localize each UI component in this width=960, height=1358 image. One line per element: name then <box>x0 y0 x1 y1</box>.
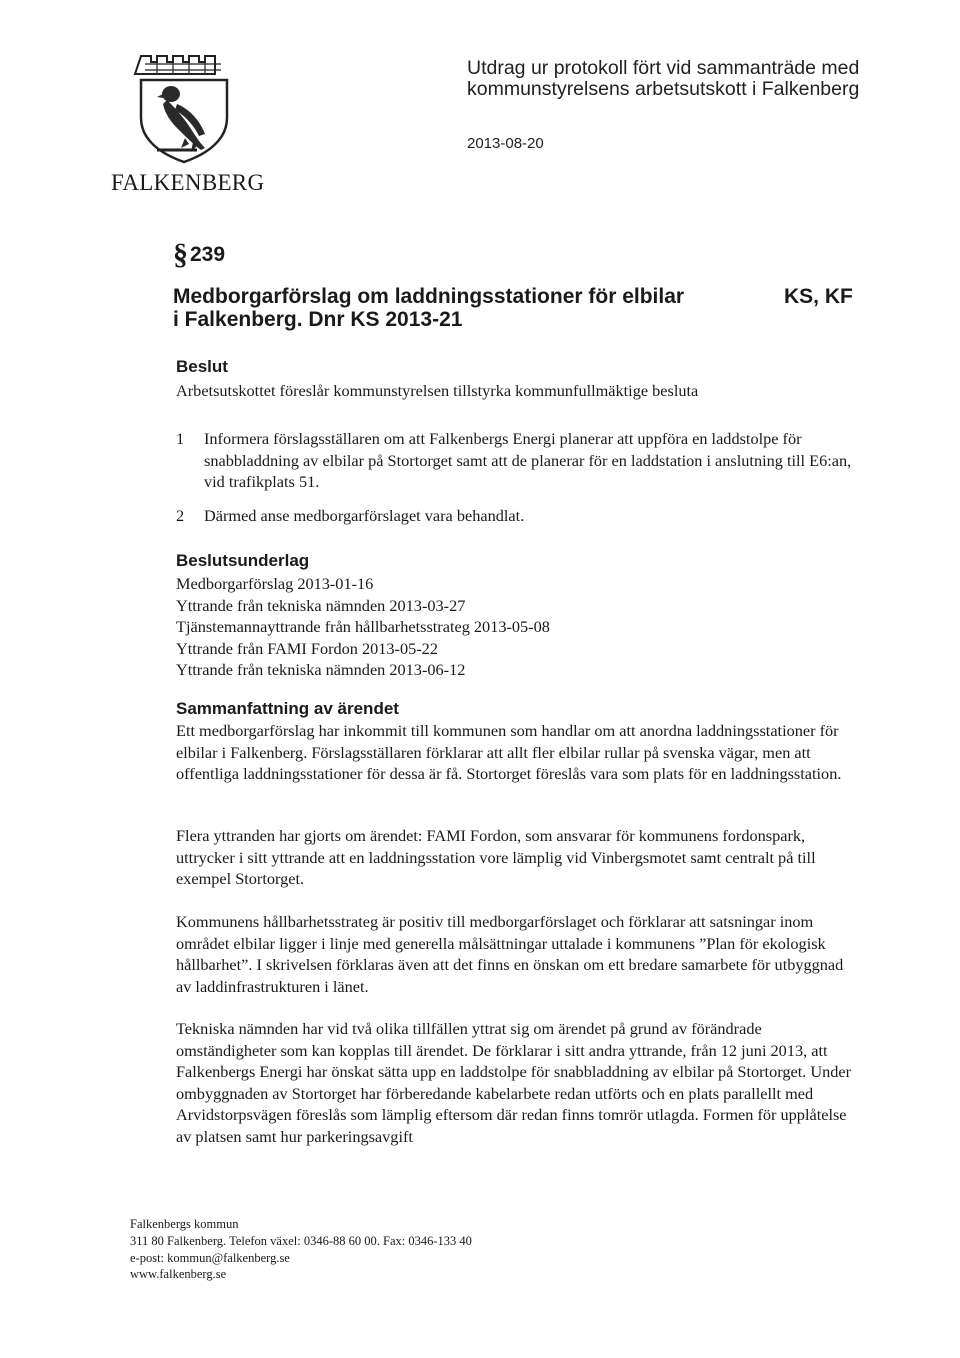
paragraph-number <box>173 235 225 269</box>
beslut-heading: Beslut <box>176 357 228 376</box>
beslutsunderlag-heading: Beslutsunderlag <box>176 551 310 570</box>
footer-email: e-post: kommun@falkenberg.se <box>130 1250 290 1265</box>
list-item: Yttrande från tekniska nämnden 2013-03-27 <box>176 595 466 615</box>
summary-paragraph: Flera yttranden har gjorts om ärendet: FAMI Fordon, som ansvarar för kommunens fordonspark, uttrycker i sitt yttrande att en laddningsstation vore lämplig vid Vinbergsmotet samt centralt på till exempel Stortorget. <box>176 826 816 888</box>
case-title-line-2: i Falkenberg. Dnr KS 2013-21 <box>173 308 463 331</box>
list-item: Medborgarförslag 2013-01-16 <box>176 574 374 593</box>
summary-paragraph: Tekniska nämnden har vid två olika tillfällen yttrat sig om ärendet på grund av förändrade omständigheter som kan kopplas till ärendet. De förklarar i sitt andra yttrande, från 12 juni 2013, att Falkenbergs Energi har önskat sätta upp en laddstolpe för snabbladdning av elbilar på Stortorget. Under ombyggnaden av Stortorget har förberedande kabelarbete redan utförts och en plats parallellt med Arvidstorpsvägen föreslås som lämplig eftersom där redan finns tomrör utlagda. Formen för upplåtelse av platsen samt hur parkeringsavgift <box>176 1019 852 1146</box>
list-item: Yttrande från tekniska nämnden 2013-06-12 <box>176 660 466 679</box>
beslutsunderlag-list <box>176 573 856 681</box>
decision-item-number: 2 <box>176 506 185 525</box>
beslut-intro: Arbetsutskottet föreslår kommunstyrelsen tillstyrka kommunfullmäktige besluta <box>176 381 699 400</box>
decision-item <box>176 505 856 527</box>
footer-website: www.falkenberg.se <box>130 1267 227 1282</box>
header-title-line-2: kommunstyrelsens arbetsutskott i Falkenberg <box>467 78 860 100</box>
decision-item-number: 1 <box>176 429 185 448</box>
falkenberg-coat-of-arms-icon <box>133 52 235 164</box>
case-recipients: KS, KF <box>784 285 853 308</box>
decision-item-text: Därmed anse medborgarförslaget vara behandlat. <box>204 506 525 525</box>
decision-item <box>176 428 856 493</box>
document-header-title <box>467 58 859 100</box>
list-item: Tjänstemannayttrande från hållbarhetsstrateg 2013-05-08 <box>176 617 550 636</box>
summary-paragraph: Ett medborgarförslag har inkommit till kommunen som handlar om att anordna laddningsstationer för elbilar i Falkenberg. Förslagsställaren förklarar att allt fler elbilar rullar på svenska vägar, men att offentliga laddningsstationer för dessa är få. Stortorget föreslås vara som plats för en laddningsstation. <box>176 721 842 783</box>
footer-org-name: Falkenbergs kommun <box>130 1217 239 1231</box>
footer-address-phone: 311 80 Falkenberg. Telefon växel: 0346-88 60 00. Fax: 0346-133 40 <box>130 1233 472 1248</box>
case-title-line-1: Medborgarförslag om laddningsstationer för elbilar <box>173 285 685 308</box>
summary-paragraph: Kommunens hållbarhetsstrateg är positiv till medborgarförslaget och förklarar att satsningar inom området elbilar ligger i linje med generella målsättningar uttalade i kommunens ”Plan för ekologisk hållbarhet”. I skrivelsen förklaras även att det finns en önskan om ett bredare samarbete för utbyggnad av laddinfrastrukturen i länet. <box>176 912 844 996</box>
meeting-date: 2013-08-20 <box>467 135 544 152</box>
paragraph-number-value: 239 <box>190 243 226 266</box>
decision-item-text: Informera förslagsställaren om att Falkenbergs Energi planerar att uppföra en laddstolpe för snabbladdning av elbilar på Stortorget samt att de planerar för en laddstation i anslutning till E6:an, vid trafikplats 51. <box>204 429 852 491</box>
case-title <box>173 285 733 331</box>
sammanfattning-heading: Sammanfattning av ärendet <box>176 699 399 718</box>
list-item: Yttrande från FAMI Fordon 2013-05-22 <box>176 638 438 658</box>
footer-contact <box>130 1216 472 1283</box>
section-symbol: § <box>173 238 188 271</box>
municipality-name: FALKENBERG <box>111 170 265 195</box>
header-title-line-1: Utdrag ur protokoll fört vid sammanträde med <box>467 57 860 79</box>
